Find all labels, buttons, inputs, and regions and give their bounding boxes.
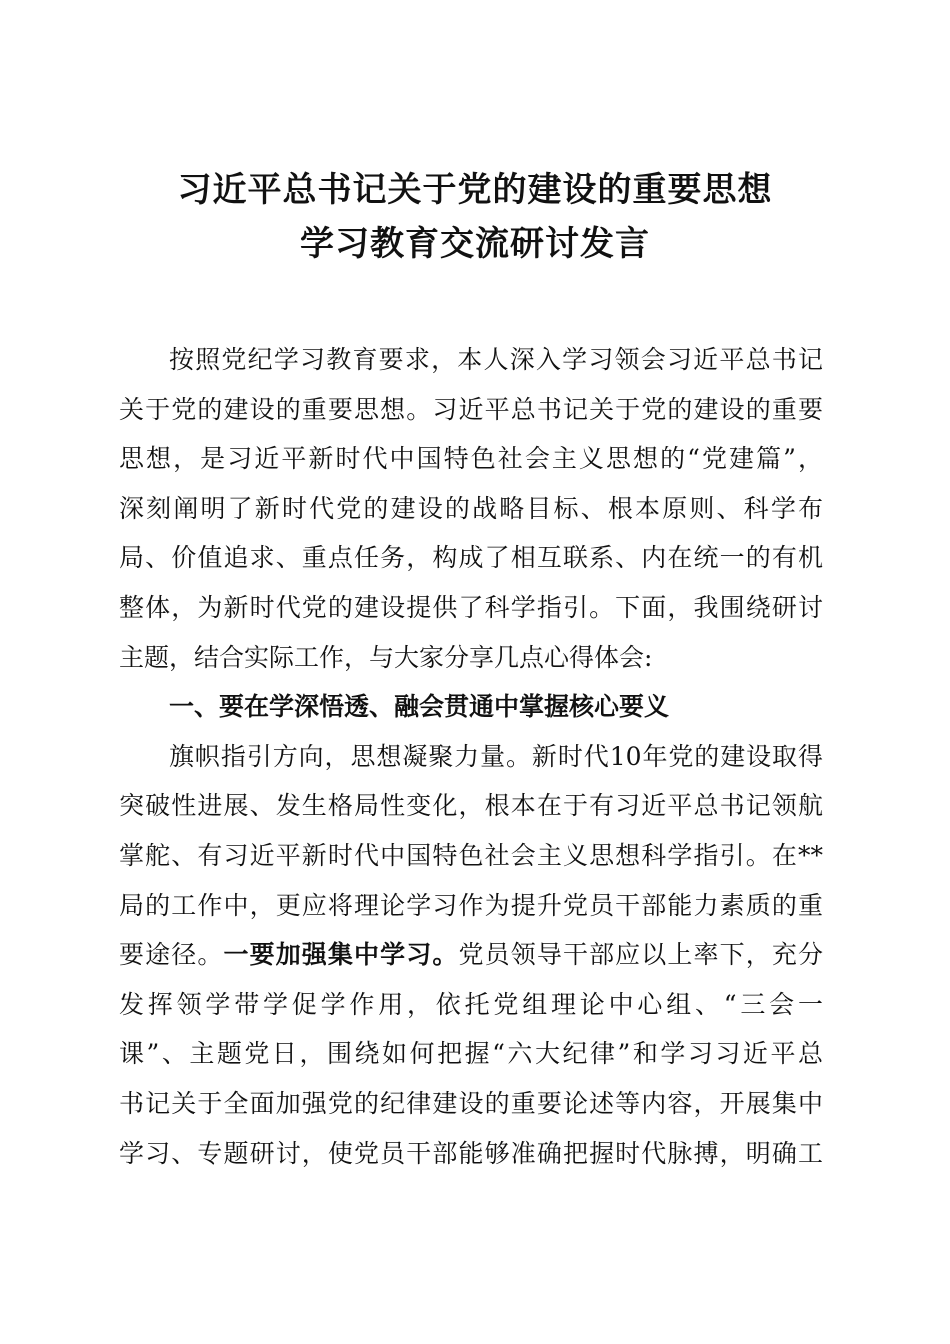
- document-body: [119, 335, 823, 1178]
- paragraph-line: 局、价值追求、重点任务，构成了相互联系、内在统一的有机: [119, 543, 823, 573]
- paragraph-line: 旗帜指引方向，思想凝聚力量。新时代10年党的建设取得: [169, 741, 823, 771]
- paragraph-line: 深刻阐明了新时代党的建设的战略目标、根本原则、科学布: [119, 493, 823, 523]
- paragraph-section-1: [119, 732, 823, 1178]
- paragraph-line: 关于党的建设的重要思想。习近平总书记关于党的建设的重要: [119, 394, 823, 424]
- paragraph-line: 突破性进展、发生格局性变化，根本在于有习近平总书记领航: [119, 791, 823, 821]
- paragraph-line: 掌舵、有习近平新时代中国特色社会主义思想科学指引。在**: [119, 840, 823, 870]
- paragraph-line: 主题，结合实际工作，与大家分享几点心得体会:: [119, 642, 653, 672]
- paragraph-line: 思想，是习近平新时代中国特色社会主义思想的“党建篇”，: [119, 444, 823, 474]
- paragraph-line: 按照党纪学习教育要求，本人深入学习领会习近平总书记: [169, 345, 823, 374]
- document-title-line-1: 习近平总书记关于党的建设的重要思想: [177, 170, 773, 210]
- paragraph-text: 要途径。: [119, 940, 224, 970]
- paragraph-line: 学习、专题研讨，使党员干部能够准确把握时代脉搏，明确工: [119, 1138, 823, 1168]
- paragraph-line-with-emphasis: [119, 930, 823, 980]
- paragraph-line: 整体，为新时代党的建设提供了科学指引。下面，我围绕研讨: [119, 592, 823, 622]
- paragraph-line: 课”、主题党日，围绕如何把握“六大纪律”和学习习近平总: [119, 1039, 823, 1069]
- paragraph-line: 发挥领学带学促学作用，依托党组理论中心组、“三会一: [119, 989, 823, 1019]
- emphasis-text: 一要加强集中学习。: [223, 940, 459, 970]
- paragraph-line: 局的工作中，更应将理论学习作为提升党员干部能力素质的重: [119, 890, 823, 920]
- document-title-line-2: 学习教育交流研讨发言: [300, 224, 650, 264]
- paragraph-line: 书记关于全面加强党的纪律建设的重要论述等内容，开展集中: [119, 1088, 823, 1118]
- paragraph-text: 党员领导干部应以上率下，充分: [458, 940, 823, 970]
- section-heading: 一、要在学深悟透、融会贯通中掌握核心要义: [169, 692, 670, 722]
- paragraph-intro: [119, 335, 823, 682]
